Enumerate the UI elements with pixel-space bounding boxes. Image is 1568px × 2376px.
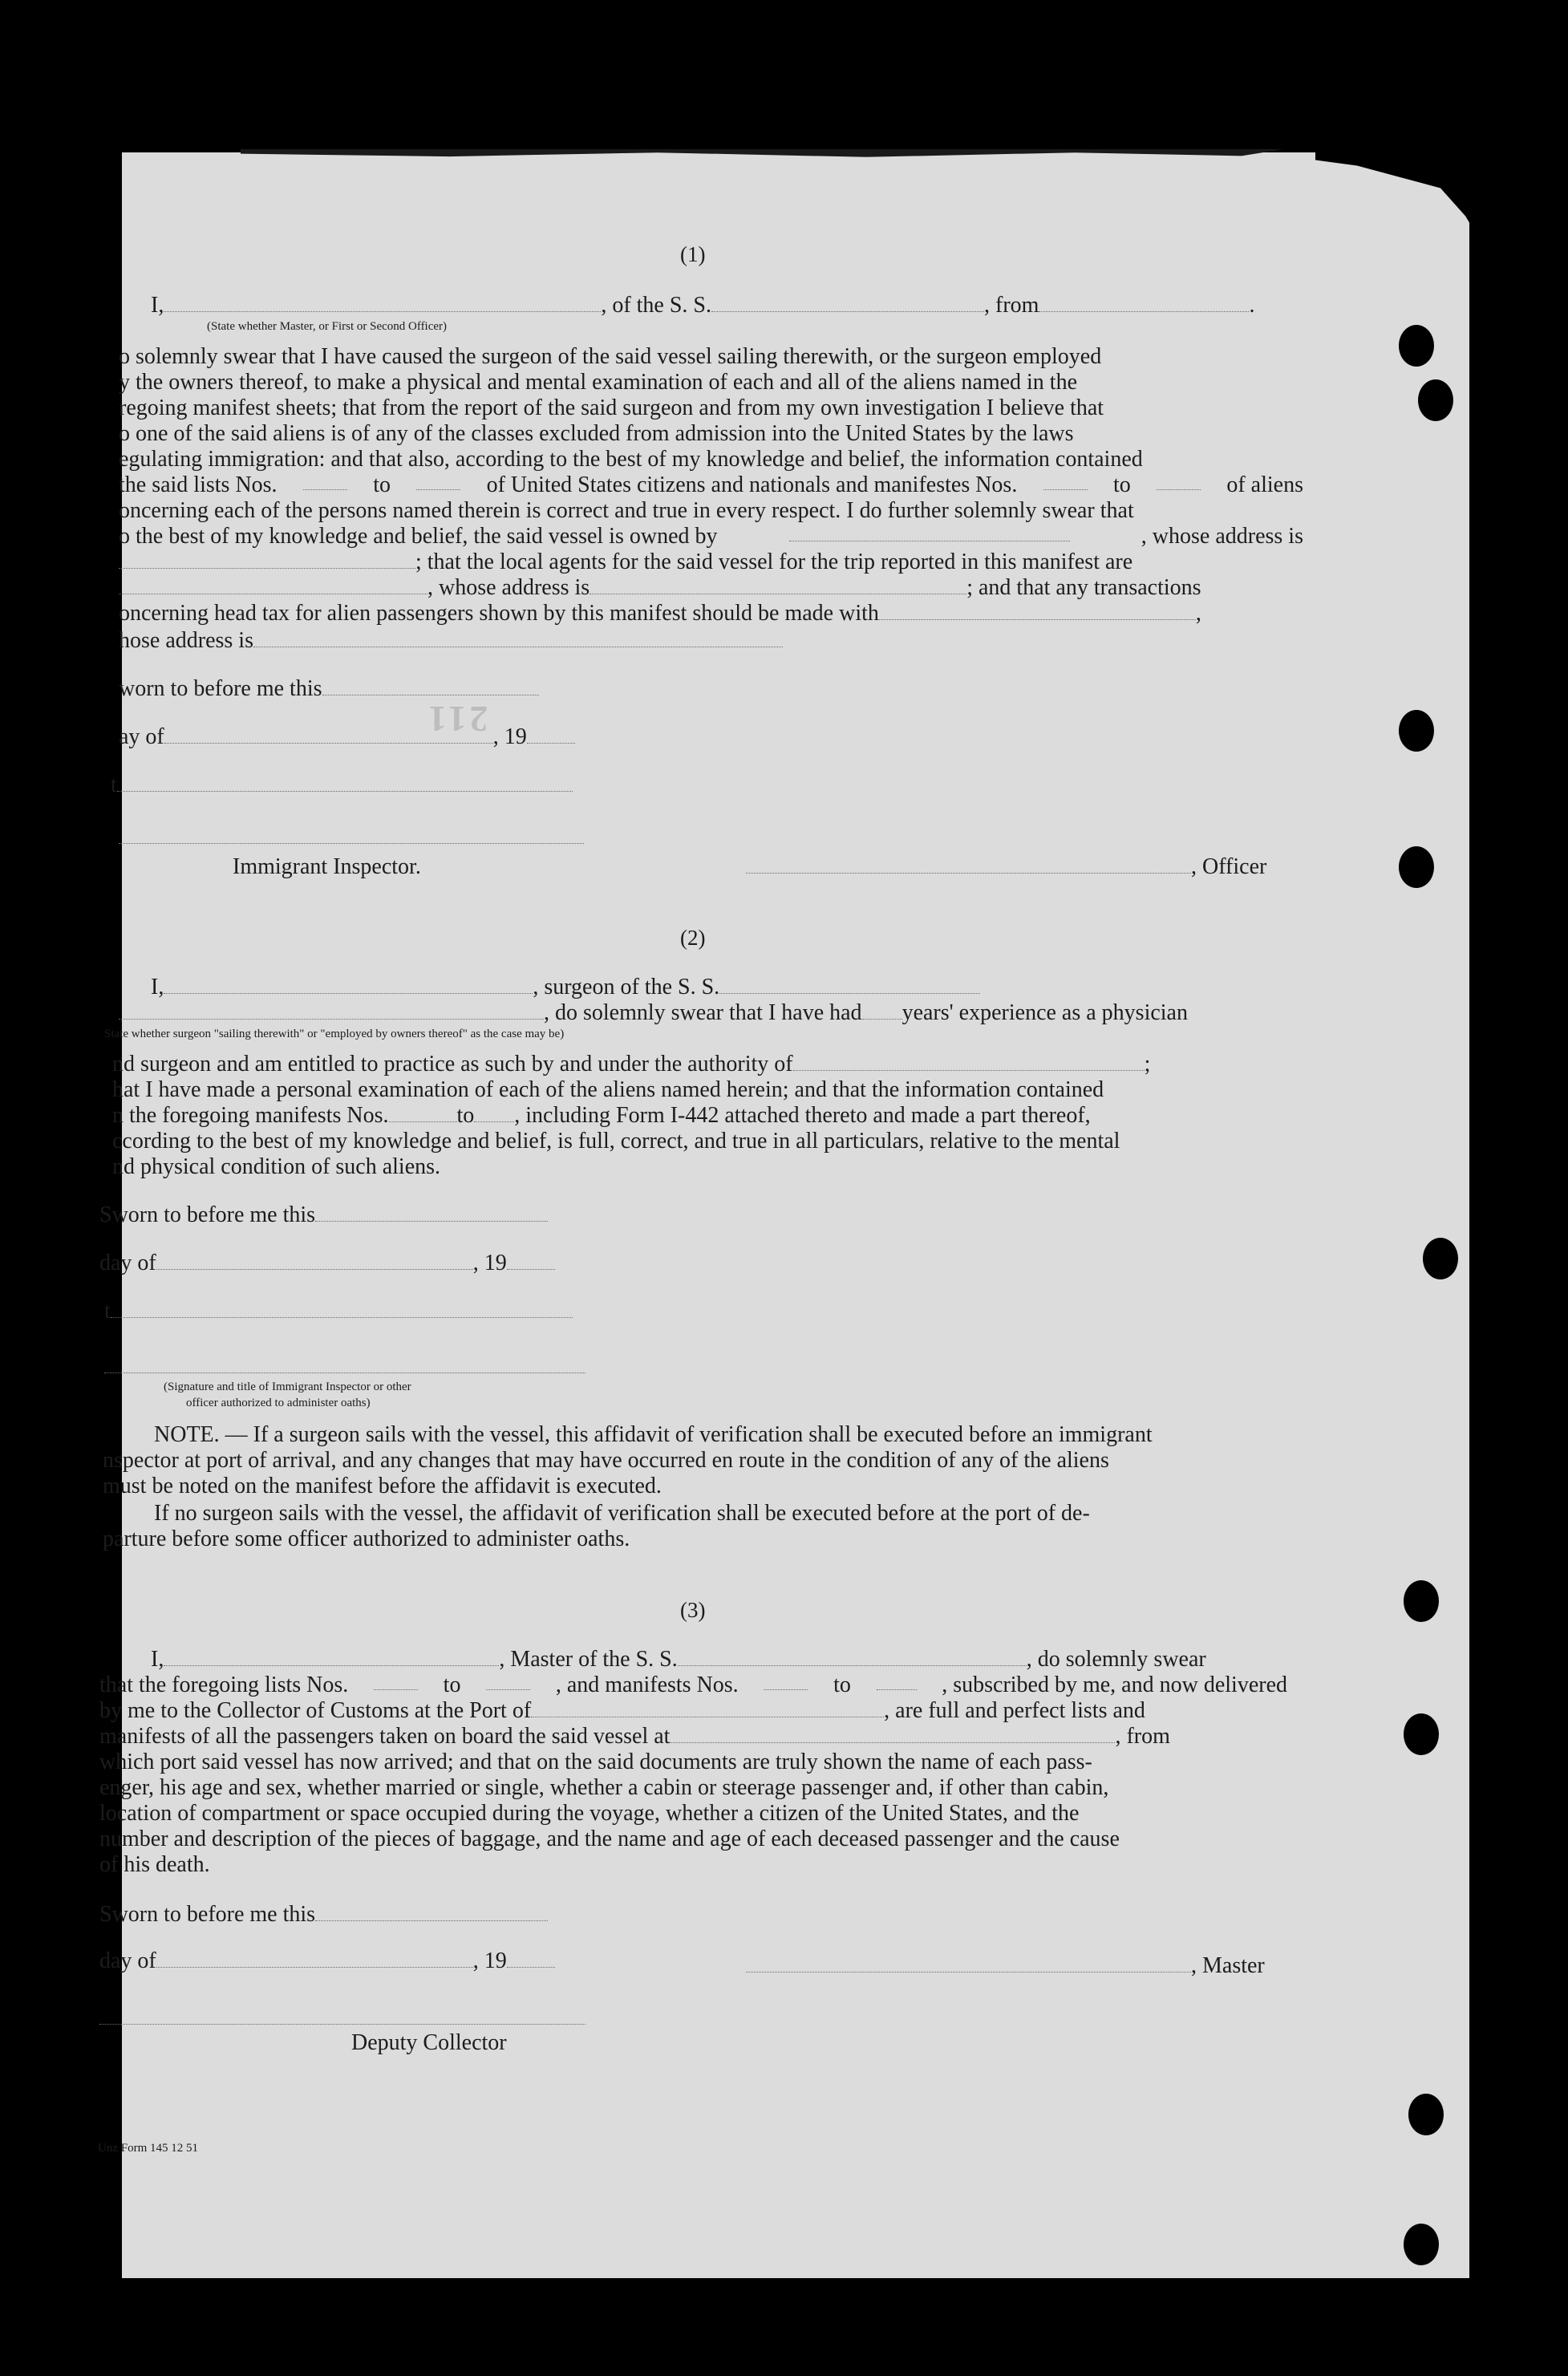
s2-note2-line: parture before some officer authorized to administer oaths.: [103, 1527, 630, 1551]
s1-inspector-label: Immigrant Inspector.: [233, 854, 421, 879]
section-3-number: (3): [680, 1598, 706, 1622]
s2-line-1: I, , surgeon of the S. S.: [151, 974, 980, 1001]
s2-line-3: nd surgeon and am entitled to practice as such by and under the authority of ;: [112, 1052, 1151, 1076]
s1-inspector-signature-line: [119, 842, 584, 844]
form-number: Unz Form 145 12 51: [98, 2142, 198, 2155]
s1-officer-caption: (State whether Master, or First or Second Officer): [207, 320, 448, 333]
s3-body-line: of his death.: [99, 1852, 210, 1877]
s2-note2-line: If no surgeon sails with the vessel, the affidavit of verification shall be executed before at the port of de-: [154, 1501, 1090, 1526]
s2-sworn: Sworn to before me this: [99, 1202, 548, 1229]
s2-signature-caption-2: officer authorized to administer oaths): [186, 1397, 371, 1409]
s2-signature-line: [104, 1372, 585, 1373]
s3-master-line: , Master: [746, 1952, 1265, 1980]
s1-line-10: , whose address is ; and that any transactions: [119, 574, 1201, 602]
punch-hole: [1404, 1580, 1439, 1622]
s2-note-line: must be noted on the manifest before the affidavit is executed.: [103, 1474, 662, 1498]
punch-hole: [1399, 710, 1434, 752]
s1-line-8: o the best of my knowledge and belief, the said vessel is owned by , whose address is: [119, 524, 1303, 549]
s2-note-line: NOTE. — If a surgeon sails with the vessel, this affidavit of verification shall be executed before an immigrant: [154, 1422, 1153, 1447]
punch-hole: [1408, 2094, 1444, 2135]
s2-surgeon-caption: State whether surgeon "sailing therewith" or "employed by owners thereof" as the case may be): [104, 1028, 565, 1040]
s2-body-line: hat I have made a personal examination of each of the aliens named herein; and that the information contained: [112, 1077, 1104, 1102]
s1-day: ay of , 19: [119, 724, 575, 751]
section-1-number: (1): [680, 242, 706, 266]
s2-body-line: nd physical condition of such aliens.: [112, 1154, 441, 1179]
punch-hole: [1399, 325, 1434, 367]
s3-sworn: Sworn to before me this: [99, 1901, 548, 1928]
s1-body-line: regoing manifest sheets; that from the report of the said surgeon and from my own investigation I believe that: [119, 395, 1104, 420]
s1-officer-line: , Officer: [746, 853, 1266, 881]
s1-body-line: egulating immigration: and that also, according to the best of my knowledge and belief, the information contained: [119, 447, 1143, 472]
s3-body-line: location of compartment or space occupied during the voyage, whether a citizen of the United States, and the: [99, 1801, 1080, 1826]
s1-body-line: oncerning each of the persons named therein is correct and true in every respect. I do further solemnly swear that: [119, 498, 1134, 523]
s1-line-11: oncerning head tax for alien passengers shown by this manifest should be made with ,: [119, 601, 1201, 626]
s3-deputy-label: Deputy Collector: [351, 2030, 507, 2055]
s2-note-line: nspector at port of arrival, and any changes that may have occurred en route in the condition of any of the aliens: [103, 1448, 1109, 1473]
s3-line-2: that the foregoing lists Nos. to , and manifests Nos. to , subscribed by me, and now delivered: [99, 1673, 1287, 1697]
s1-body-line: o one of the said aliens is of any of the classes excluded from admission into the United States by the laws: [119, 421, 1074, 446]
punch-hole: [1399, 846, 1434, 888]
punch-hole: [1418, 379, 1453, 421]
s1-body-line: o solemnly swear that I have caused the surgeon of the said vessel sailing therewith, or the surgeon employed: [119, 344, 1102, 369]
s2-signature-caption-1: (Signature and title of Immigrant Inspector or other: [164, 1381, 411, 1393]
punch-hole: [1404, 2224, 1439, 2265]
s2-line-2: , do solemnly swear that I have had years' experience as a physician: [119, 999, 1188, 1027]
s3-body-line: number and description of the pieces of baggage, and the name and age of each deceased passenger and the cause: [99, 1827, 1120, 1851]
punch-hole: [1404, 1713, 1439, 1755]
s3-line-1: I, , Master of the S. S. , do solemnly swear: [151, 1647, 1206, 1672]
s1-sworn: worn to before me this: [119, 675, 539, 703]
s1-at: t: [111, 772, 573, 799]
s2-body-line: ccording to the best of my knowledge and belief, is full, correct, and true in all particulars, relative to the mental: [112, 1129, 1120, 1154]
s3-day: day of , 19: [99, 1948, 555, 1975]
s1-line-9: ; that the local agents for the said vessel for the trip reported in this manifest are: [119, 549, 1132, 576]
s1-line-6: the said lists Nos. to of United States citizens and nationals and manifestes Nos. to of aliens: [119, 472, 1303, 497]
punch-hole: [1423, 1238, 1458, 1279]
s2-line-5: n the foregoing manifests Nos. to , including Form I-442 attached thereto and made a part thereof,: [112, 1103, 1091, 1128]
s1-line-12: hose address is: [119, 627, 783, 655]
s3-body-line: enger, his age and sex, whether married or single, whether a cabin or steerage passenger and, if other than cabin,: [99, 1775, 1109, 1800]
s2-day: day of , 19: [99, 1250, 555, 1277]
section-2-number: (2): [680, 926, 706, 950]
s3-line-4: manifests of all the passengers taken on board the said vessel at , from: [99, 1724, 1170, 1749]
s3-body-line: which port said vessel has now arrived; and that on the said documents are truly shown the name of each pass-: [99, 1750, 1092, 1774]
s1-body-line: y the owners thereof, to make a physical and mental examination of each and all of the aliens named in the: [119, 370, 1078, 395]
faint-stamp: 211: [425, 699, 488, 740]
s3-line-3: by me to the Collector of Customs at the Port of , are full and perfect lists and: [99, 1698, 1145, 1723]
s1-line-1: I, , of the S. S. , from .: [151, 293, 1255, 318]
s2-at: t: [104, 1298, 573, 1325]
s3-collector-signature-line: [99, 2023, 585, 2025]
